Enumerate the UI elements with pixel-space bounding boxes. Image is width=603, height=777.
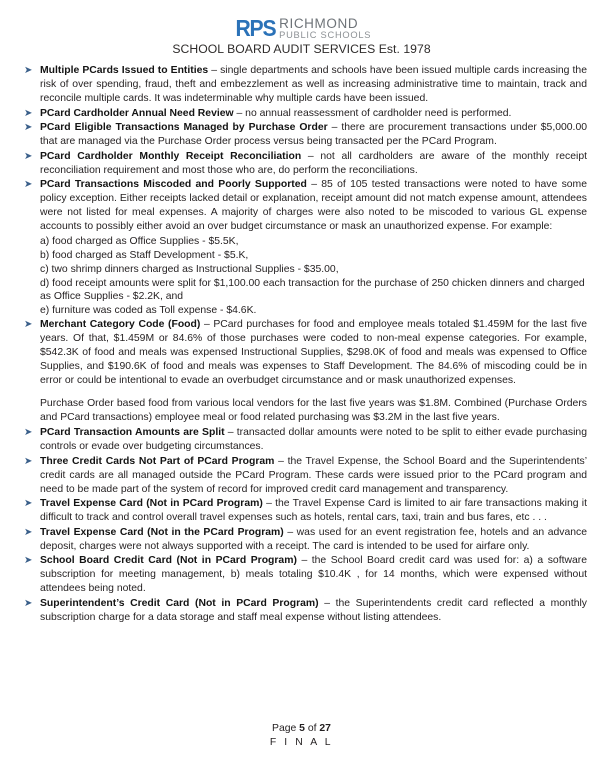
finding-item [16,121,587,149]
arrow-bullet-icon: ➤ [24,179,33,191]
arrow-bullet-icon: ➤ [24,597,33,609]
page-header [0,0,603,56]
finding-title: PCard Cardholder Annual Need Review [40,107,234,119]
finding-sub-item: d) food receipt amounts were split for $1,100.00 each transaction for the purchase of 250 chicken dinners and charged as Office Supplies - $2.2K, and [40,277,585,303]
finding-text: – was used for an event registration fee, hotels and an advance deposit, charges were not always supported with a receipt. The card is intended to be used for airfare only. [40,526,588,552]
finding-text: – the School Board credit card was used for: a) a software subscription for meeting management, b) meals totaling $10.4K , for 14 months, which were expensed without attendees being noted. [40,555,587,595]
finding-item [16,426,587,454]
finding-sub-item: b) food charged as Staff Development - $5.K, [40,249,249,261]
page-number-line [0,722,603,736]
page-number: 5 [299,723,305,734]
finding-sub-item: a) food charged as Office Supplies - $5.5K, [40,235,239,247]
finding-sub-list [16,235,587,319]
finding-text: – 85 of 105 tested transactions were noted to have some policy exception. Either receipts lacked detail or explanation, receipt amount did not match expense amount, attendees were not listed for meal expenses. A majority of charges were also noted to be miscoded to various GL expense accounts to possibly either avoid an over budget circumstance or mask an unauthorized expense. For example: [40,179,587,233]
finding-item [16,497,587,525]
finding-text: – no annual reassessment of cardholder need is performed. [233,107,512,119]
rps-logo-wordmark [279,16,371,40]
page-prefix: Page [272,723,300,734]
findings-list [16,64,587,624]
arrow-bullet-icon: ➤ [24,150,33,162]
arrow-bullet-icon: ➤ [24,555,33,567]
arrow-bullet-icon: ➤ [24,498,33,510]
finding-item [16,107,587,121]
finding-text: – not all cardholders are aware of the monthly receipt reconciliation requirement and most those who are, do perform the reconciliations. [40,150,587,176]
finding-sub-item: e) furniture was coded as Toll expense - $4.6K. [40,305,257,317]
finding-item [16,64,587,106]
finding-title: School Board Credit Card (Not in PCard Program) [40,555,297,567]
page-footer [0,722,603,750]
arrow-bullet-icon: ➤ [24,319,33,331]
page-middle: of [304,723,320,734]
finding-sub-item: c) two shrimp dinners charged as Instructional Supplies - $35.00, [40,263,339,275]
finding-item [16,178,587,234]
finding-text: – the Travel Expense Card is limited to air fare transactions making it difficult to track and control overall travel expenses such as hotels, rental cars, taxi, train and bus fares, etc . . . [40,498,587,524]
finding-item [16,597,587,625]
finding-title: Merchant Category Code (Food) [40,319,201,331]
rps-logo [0,16,603,40]
finding-title: Multiple PCards Issued to Entities [40,65,209,77]
page-total: 27 [319,723,331,734]
finding-item [16,150,587,178]
finding-text: – the Travel Expense, the School Board and the Superintendents’ credit cards are all managed outside the PCard Program. These cards were issued prior to the PCard program and need to be made part of the system of record for improved credit card management and transparency. [40,455,588,495]
department-title: SCHOOL BOARD AUDIT SERVICES Est. 1978 [172,42,431,57]
logo-line-richmond: RICHMOND [279,16,359,31]
finding-title: PCard Cardholder Monthly Receipt Reconciliation [40,150,302,162]
arrow-bullet-icon: ➤ [24,427,33,439]
finding-title: PCard Transaction Amounts are Split [40,427,225,439]
finding-text: – transacted dollar amounts were noted to be split to either evade purchasing controls or evade over budgeting circumstances. [40,427,587,453]
finding-item [16,318,587,388]
document-body [16,64,587,624]
finding-text: – PCard purchases for food and employee meals totaled $1.459M for the last five years. Of that, $1.459M or 84.6% of those purchases were coded to non-meal expense categories. For example, $542.3K of food and meals was expensed Instructional Supplies, $298.0K of food and meals was expensed to Office Supplies, and $190.6K of food and meals was expenses to Staff Development. The 84.6% of miscoding could be in error or could be intentional to evade an overbudget circumstance and or mask unauthorized expenses. [40,319,587,387]
finding-paragraph: Purchase Order based food from various local vendors for the last five years was $1.8M. Combined (Purchase Orders and PCard transactions) employee meal or food related purchasing was $3.2M in the last five years. [40,398,587,424]
finding-item [16,526,587,554]
finding-title: Travel Expense Card (Not in the PCard Program) [40,526,284,538]
finding-item [16,554,587,596]
finding-title: Superintendent’s Credit Card (Not in PCard Program) [40,597,319,609]
finding-title: Three Credit Cards Not Part of PCard Program [40,455,275,467]
arrow-bullet-icon: ➤ [24,455,33,467]
logo-line-public-schools: PUBLIC SCHOOLS [279,29,372,40]
arrow-bullet-icon: ➤ [24,526,33,538]
arrow-bullet-icon: ➤ [24,122,33,134]
rps-logo-mark: RPS [235,14,276,41]
finding-item [16,455,587,497]
finding-title: PCard Transactions Miscoded and Poorly Supported [40,179,307,191]
finding-text: – the Superintendents credit card reflected a monthly subscription charge for a data storage and staff meal expense without listing attendees. [40,597,587,623]
finding-title: Travel Expense Card (Not in PCard Program) [40,498,263,510]
arrow-bullet-icon: ➤ [24,107,33,119]
finding-text: – single departments and schools have been issued multiple cards increasing the risk of over spending, fraud, theft and embezzlement as well as increasing administrative time to maintain, track and reconcile multiple cards. It was indeterminable why multiple cards have been issued. [40,65,587,105]
document-status: F I N A L [269,737,334,749]
finding-title: PCard Eligible Transactions Managed by Purchase Order [40,122,328,134]
finding-text: – there are procurement transactions under $5,000.00 that are managed via the Purchase Order process versus being transacted per the PCard Program. [40,122,588,148]
arrow-bullet-icon: ➤ [24,65,33,77]
